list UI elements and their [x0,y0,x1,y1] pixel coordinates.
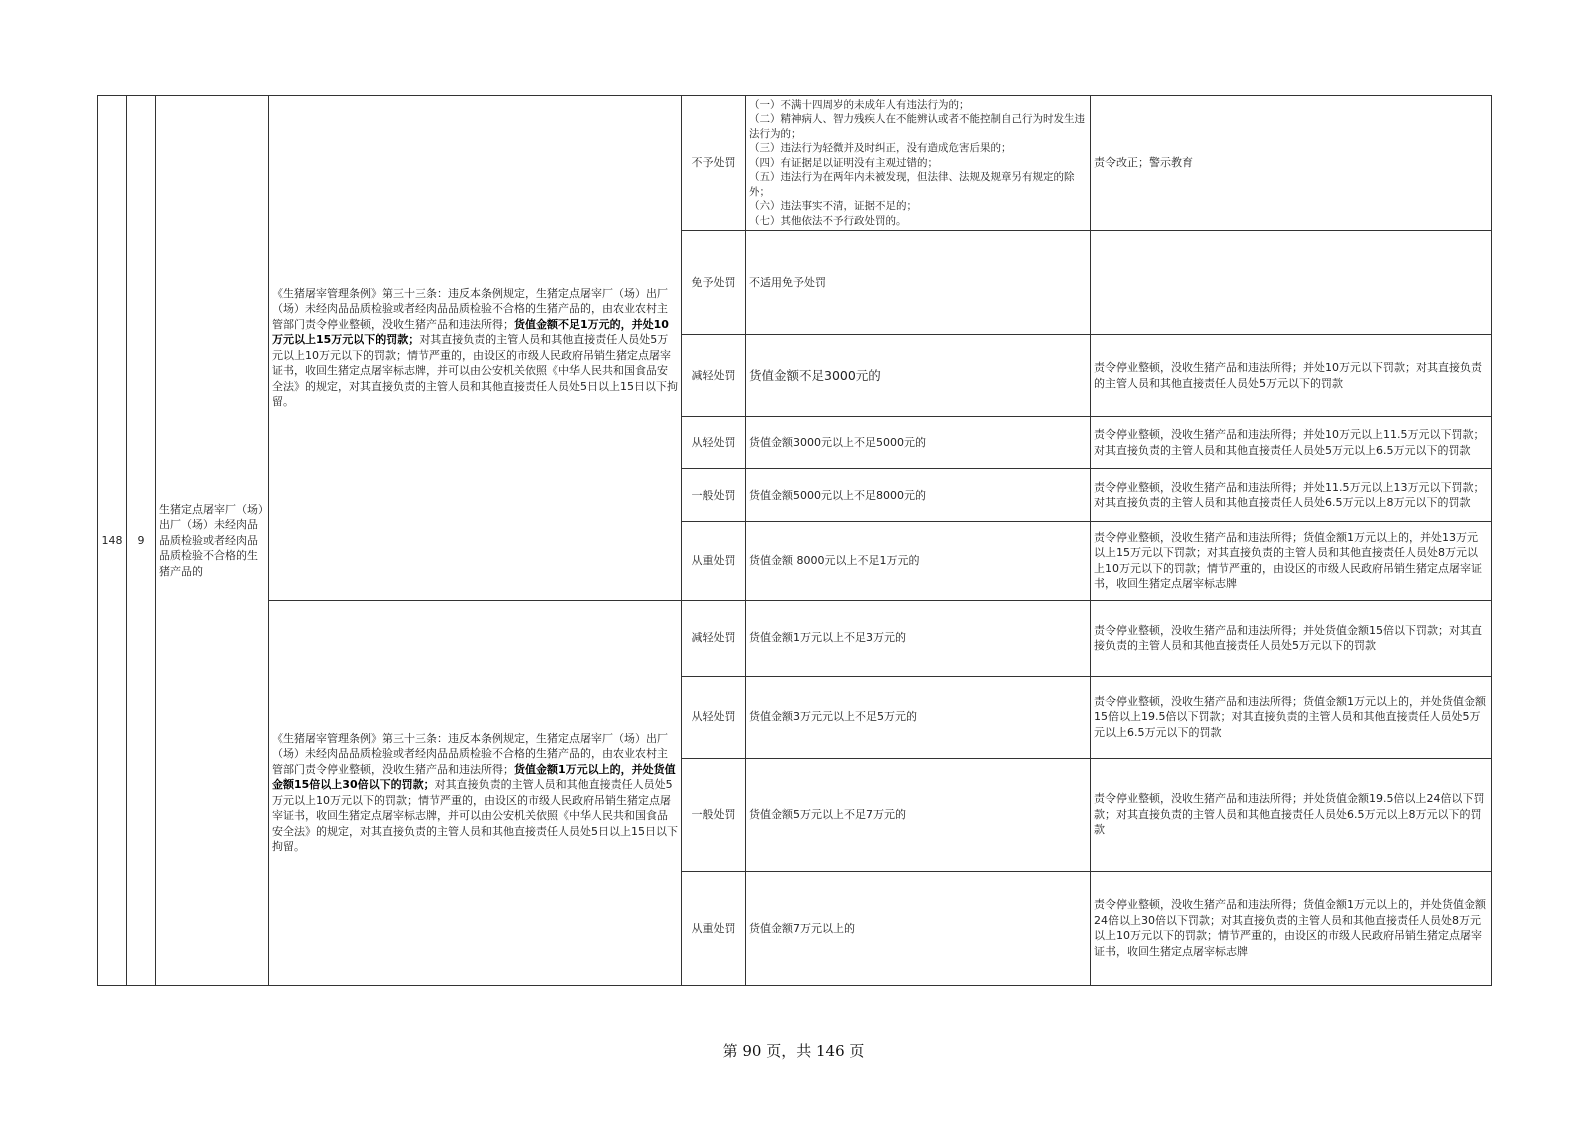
condition-text: 货值金额5000元以上不足8000元的 [746,469,1091,522]
result-text: 责令停业整顿，没收生猪产品和违法所得；货值金额1万元以上的，并处货值金额15倍以上19.5倍以下罚款；对其直接负责的主管人员和其他直接责任人员处5万元以上6.5万元以下的罚款 [1091,676,1492,758]
table-row [98,96,1492,231]
result-text: 责令停业整顿，没收生猪产品和违法所得；并处货值金额19.5倍以上24倍以下罚款；对其直接负责的主管人员和其他直接责任人员处6.5万元以上8万元以下的罚款 [1091,758,1492,871]
category-label: 从轻处罚 [682,676,746,758]
page-footer: 第 90 页，共 146 页 [722,1042,865,1060]
condition-text: 货值金额7万元以上的 [746,871,1091,985]
condition-text: 货值金额3万元元以上不足5万元的 [746,676,1091,758]
violation-item: 生猪定点屠宰厂（场）出厂（场）未经肉品品质检验或者经肉品品质检验不合格的生猪产品的 [156,96,269,986]
category-label: 减轻处罚 [682,600,746,676]
category-label: 从轻处罚 [682,417,746,469]
exempt-result [1091,231,1492,335]
category-exempt: 免予处罚 [682,231,746,335]
sequence-number: 148 [98,96,127,986]
result-text: 责令停业整顿，没收生猪产品和违法所得；并处10万元以上11.5万元以下罚款；对其直接负责的主管人员和其他直接责任人员处5万元以上6.5万元以下的罚款 [1091,417,1492,469]
category-label: 减轻处罚 [682,335,746,417]
result-text: 责令停业整顿，没收生猪产品和违法所得；并处11.5万元以上13万元以下罚款；对其直接负责的主管人员和其他直接责任人员处6.5万元以上8万元以下的罚款 [1091,469,1492,522]
category-label: 一般处罚 [682,469,746,522]
no-penalty-result: 责令改正；警示教育 [1091,96,1492,231]
result-text: 责令停业整顿，没收生猪产品和违法所得；并处货值金额15倍以下罚款；对其直接负责的主管人员和其他直接责任人员处5万元以下的罚款 [1091,600,1492,676]
category-label: 从重处罚 [682,871,746,985]
category-label: 从重处罚 [682,522,746,600]
category-label: 一般处罚 [682,758,746,871]
sub-number: 9 [127,96,156,986]
condition-text: 货值金额1万元以上不足3万元的 [746,600,1091,676]
legal-basis-1: 《生猪屠宰管理条例》第三十三条：违反本条例规定，生猪定点屠宰厂（场）出厂（场）未经肉品品质检验或者经肉品品质检验不合格的生猪产品的，由农业农村主管部门责令停业整顿，没收生猪产品和违法所得；货值金额不足1万元的，并处10万元以上15万元以下的罚款；对其直接负责的主管人员和其他直接责任人员处5万元以上10万元以下的罚款；情节严重的，由设区的市级人民政府吊销生猪定点屠宰证书，收回生猪定点屠宰标志牌，并可以由公安机关依照《中华人民共和国食品安全法》的规定，对其直接负责的主管人员和其他直接责任人员处5日以上15日以下拘留。 [269,96,682,601]
result-text: 责令停业整顿，没收生猪产品和违法所得；并处10万元以下罚款；对其直接负责的主管人员和其他直接责任人员处5万元以下的罚款 [1091,335,1492,417]
condition-text: 货值金额3000元以上不足5000元的 [746,417,1091,469]
condition-text: 货值金额5万元以上不足7万元的 [746,758,1091,871]
legal-basis-2: 《生猪屠宰管理条例》第三十三条：违反本条例规定，生猪定点屠宰厂（场）出厂（场）未经肉品品质检验或者经肉品品质检验不合格的生猪产品的，由农业农村主管部门责令停业整顿，没收生猪产品和违法所得；货值金额1万元以上的，并处货值金额15倍以上30倍以下的罚款；对其直接负责的主管人员和其他直接责任人员处5万元以上10万元以下的罚款；情节严重的，由设区的市级人民政府吊销生猪定点屠宰证书，收回生猪定点屠宰标志牌，并可以由公安机关依照《中华人民共和国食品安全法》的规定，对其直接负责的主管人员和其他直接责任人员处5日以上15日以下拘留。 [269,600,682,986]
condition-text: 货值金额 8000元以上不足1万元的 [746,522,1091,600]
condition-text: 货值金额不足3000元的 [746,335,1091,417]
category-no-penalty: 不予处罚 [682,96,746,231]
result-text: 责令停业整顿，没收生猪产品和违法所得；货值金额1万元以上的，并处13万元以上15万元以下罚款；对其直接负责的主管人员和其他直接责任人员处8万元以上10万元以下的罚款；情节严重的，由设区的市级人民政府吊销生猪定点屠宰证书，收回生猪定点屠宰标志牌 [1091,522,1492,600]
penalty-standards-table [97,95,1492,986]
result-text: 责令停业整顿，没收生猪产品和违法所得；货值金额1万元以上的，并处货值金额24倍以上30倍以下罚款；对其直接负责的主管人员和其他直接责任人员处8万元以上10万元以下的罚款；情节严重的，由设区的市级人民政府吊销生猪定点屠宰证书，收回生猪定点屠宰标志牌 [1091,871,1492,985]
exempt-condition: 不适用免予处罚 [746,231,1091,335]
table-row [98,600,1492,676]
no-penalty-conditions: （一）不满十四周岁的未成年人有违法行为的； （二）精神病人、智力残疾人在不能辨认或者不能控制自己行为时发生违法行为的； （三）违法行为轻微并及时纠正，没有造成危害后果的； （四）有证据足以证明没有主观过错的； （五）违法行为在两年内未被发现，但法律、法规及规章另有规定的除外； （六）违法事实不清，证据不足的； （七）其他依法不予行政处罚的。 [746,96,1091,231]
